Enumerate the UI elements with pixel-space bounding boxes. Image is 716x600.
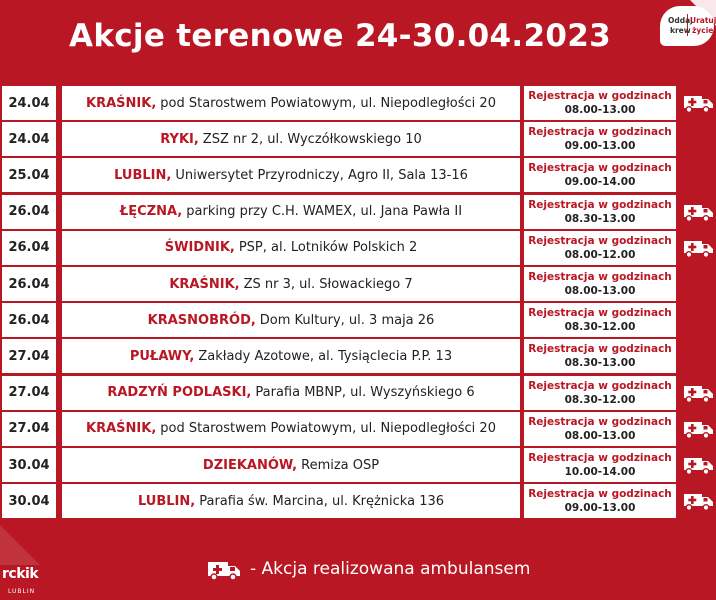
- event-address: ZS nr 3, ul. Słowackiego 7: [243, 276, 413, 292]
- corner-decoration-bottom: [0, 525, 40, 565]
- event-registration: [524, 412, 676, 446]
- event-address: pod Starostwem Powiatowym, ul. Niepodległości 20: [160, 95, 496, 111]
- logo-text: Oddaj: [668, 16, 693, 25]
- event-date: 24.04: [2, 122, 56, 156]
- event-registration: [524, 195, 676, 229]
- event-registration: [524, 122, 676, 156]
- event-date: 30.04: [2, 484, 56, 518]
- ambulance-icon: [682, 237, 714, 259]
- event-city: ŚWIDNIK,: [164, 240, 235, 256]
- event-address: PSP, al. Lotników Polskich 2: [238, 240, 418, 256]
- event-date: 26.04: [2, 195, 56, 229]
- event-registration: [524, 158, 676, 192]
- event-registration: [524, 376, 676, 410]
- page-title: Akcje terenowe 24-30.04.2023: [69, 18, 611, 54]
- event-address: Zakłady Azotowe, al. Tysiąclecia P.P. 13: [198, 348, 453, 364]
- legend-text: - Akcja realizowana ambulansem: [250, 559, 531, 579]
- event-location: [62, 412, 520, 446]
- registration-label: Rejestracja w godzinach: [528, 162, 672, 175]
- event-date: 27.04: [2, 412, 56, 446]
- ambulance-icon: [682, 490, 714, 512]
- table-row: [0, 231, 716, 265]
- ambulance-icon: [682, 92, 714, 114]
- event-location: [62, 158, 520, 192]
- registration-hours: 08.30-13.00: [564, 357, 636, 370]
- registration-label: Rejestracja w godzinach: [528, 379, 672, 392]
- event-registration: [524, 303, 676, 337]
- event-city: RYKI,: [160, 131, 199, 147]
- event-date: 27.04: [2, 339, 56, 373]
- event-location: [62, 339, 520, 373]
- event-registration: [524, 448, 676, 482]
- event-location: [62, 484, 520, 518]
- table-row: [0, 339, 716, 373]
- registration-hours: 08.30-12.00: [564, 393, 636, 406]
- event-address: Uniwersytet Przyrodniczy, Agro II, Sala 13-16: [175, 167, 468, 183]
- event-location: [62, 448, 520, 482]
- event-address: ZSZ nr 2, ul. Wyczółkowskiego 10: [202, 131, 422, 147]
- logo-text: Uratuj: [690, 16, 716, 25]
- registration-label: Rejestracja w godzinach: [528, 343, 672, 356]
- event-date: 30.04: [2, 448, 56, 482]
- logo-text: życie: [692, 26, 714, 35]
- event-city: KRASNOBRÓD,: [147, 312, 256, 328]
- event-address: parking przy C.H. WAMEX, ul. Jana Pawła II: [186, 204, 463, 220]
- event-city: KRAŚNIK,: [169, 276, 240, 292]
- table-row: [0, 158, 716, 192]
- table-row: [0, 195, 716, 229]
- registration-label: Rejestracja w godzinach: [528, 271, 672, 283]
- event-date: 24.04: [2, 86, 56, 120]
- registration-label: Rejestracja w godzinach: [528, 307, 672, 320]
- event-date: 26.04: [2, 267, 56, 301]
- ambulance-icon: [682, 382, 714, 404]
- event-date: 26.04: [2, 231, 56, 265]
- event-location: [62, 231, 520, 265]
- registration-label: Rejestracja w godzinach: [528, 415, 672, 428]
- event-city: RADZYŃ PODLASKI,: [107, 385, 252, 401]
- registration-label: Rejestracja w godzinach: [528, 452, 672, 464]
- event-address: pod Starostwem Powiatowym, ul. Niepodległości 20: [160, 421, 496, 437]
- table-row: [0, 412, 716, 446]
- ambulance-icon: [206, 556, 242, 582]
- event-date: 25.04: [2, 158, 56, 192]
- registration-hours: 08.30-12.00: [564, 321, 636, 334]
- registration-hours: 09.00-13.00: [564, 502, 636, 515]
- event-city: LUBLIN,: [114, 167, 172, 183]
- event-city: KRAŚNIK,: [86, 95, 157, 111]
- event-location: [62, 376, 520, 410]
- registration-hours: 08.00-12.00: [564, 248, 636, 261]
- registration-label: Rejestracja w godzinach: [528, 126, 672, 139]
- registration-label: Rejestracja w godzinach: [528, 234, 672, 247]
- logo-text: krew: [670, 26, 691, 35]
- registration-hours: 09.00-13.00: [564, 140, 636, 153]
- event-registration: [524, 231, 676, 265]
- event-registration: [524, 267, 676, 301]
- registration-hours: 08.00-13.00: [564, 104, 636, 116]
- logo-city: LUBLIN: [8, 588, 36, 595]
- event-city: PUŁAWY,: [129, 348, 195, 364]
- registration-hours: 09.00-14.00: [564, 176, 636, 189]
- event-registration: [524, 484, 676, 518]
- table-row: [0, 303, 716, 337]
- event-date: 27.04: [2, 376, 56, 410]
- registration-hours: 10.00-14.00: [564, 466, 636, 478]
- ambulance-icon: [682, 454, 714, 476]
- event-location: [62, 303, 520, 337]
- event-location: [62, 86, 520, 120]
- event-address: Parafia św. Marcina, ul. Krężnicka 136: [199, 493, 445, 509]
- ambulance-icon: [682, 418, 714, 440]
- registration-label: Rejestracja w godzinach: [528, 90, 672, 102]
- event-city: KRAŚNIK,: [86, 421, 157, 437]
- registration-label: Rejestracja w godzinach: [528, 198, 672, 211]
- legend: [206, 556, 530, 582]
- registration-hours: 08.00-13.00: [564, 429, 636, 442]
- event-city: LUBLIN,: [137, 493, 196, 509]
- event-location: [62, 122, 520, 156]
- event-location: [62, 195, 520, 229]
- table-row: [0, 86, 716, 120]
- event-address: Parafia MBNP, ul. Wyszyńskiego 6: [255, 385, 475, 401]
- registration-label: Rejestracja w godzinach: [528, 488, 672, 501]
- rckik-logo: [2, 560, 46, 596]
- event-city: DZIEKANÓW,: [202, 457, 298, 473]
- table-row: [0, 376, 716, 410]
- donate-blood-logo: [652, 6, 714, 50]
- event-registration: [524, 86, 676, 120]
- table-row: [0, 448, 716, 482]
- table-row: [0, 122, 716, 156]
- logo-brand: rckik: [2, 566, 39, 582]
- event-location: [62, 267, 520, 301]
- table-row: [0, 267, 716, 301]
- event-city: ŁĘCZNA,: [119, 204, 183, 220]
- event-address: Dom Kultury, ul. 3 maja 26: [259, 312, 435, 328]
- ambulance-icon: [682, 201, 714, 223]
- table-row: [0, 484, 716, 518]
- registration-hours: 08.30-13.00: [564, 212, 636, 225]
- event-registration: [524, 339, 676, 373]
- event-address: Remiza OSP: [301, 457, 380, 473]
- registration-hours: 08.00-13.00: [564, 285, 636, 297]
- event-date: 26.04: [2, 303, 56, 337]
